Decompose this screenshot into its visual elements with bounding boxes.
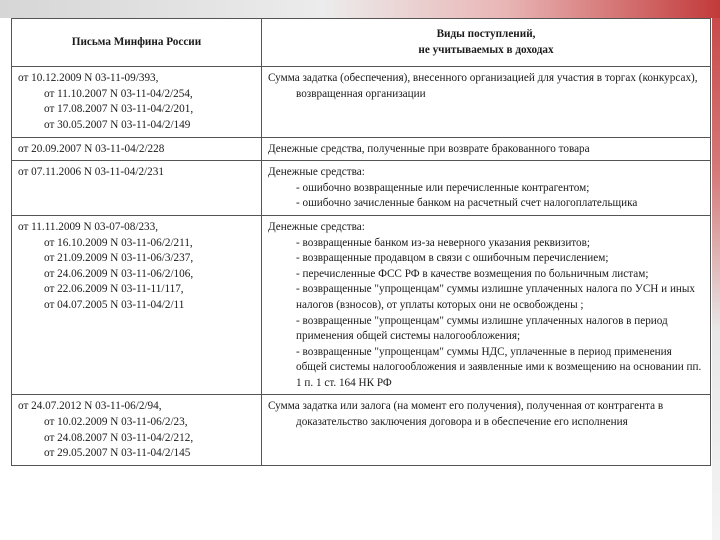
letter-ref: от 10.12.2009 N 03-11-09/393, [18,72,159,85]
description-item: - ошибочно зачисленные банком на расчетный счет налогоплательщика [296,197,638,210]
letter-ref: от 20.09.2007 N 03-11-04/2/228 [18,142,165,155]
letter-ref: от 07.11.2006 N 03-11-04/2/231 [18,166,164,179]
letters-cell [12,161,262,216]
description-item: - ошибочно возвращенные или перечисленные контрагентом; [296,181,590,194]
description-cell [262,161,711,216]
letter-ref: от 21.09.2009 N 03-11-06/3/237, [44,252,194,265]
slide-header-band [0,0,720,18]
letter-ref: от 30.05.2007 N 03-11-04/2/149 [44,118,191,131]
letter-ref: от 11.10.2007 N 03-11-04/2/254, [44,87,193,100]
description-text: Сумма задатка или залога (на момент его получения), полученная от контрагента в доказательство заключения договора и в обеспечение его исполнения [268,400,664,429]
description-item: - возвращенные "упрощенцам" суммы НДС, уплаченные в период применения общей системы налогообложения и заявленные ими к возмещению на основании пп. 1 п. 1 ст. 164 НК РФ [296,345,702,389]
slide-side-decoration [712,18,720,540]
letter-ref: от 24.06.2009 N 03-11-06/2/106, [44,267,194,280]
description-cell [262,137,711,161]
letter-ref: от 29.05.2007 N 03-11-04/2/145 [44,447,191,460]
table-row [12,137,711,161]
header-income-types-line1: Виды поступлений, [436,28,536,40]
description-cell [262,67,711,137]
description-item: - возвращенные "упрощенцам" суммы излишне уплаченных налога по УСН и иных налогов (взносов), от уплаты которых они не освобождены ; [296,283,696,311]
description-cell [262,215,711,395]
description-intro: Денежные средства: [268,220,365,233]
letter-ref: от 24.07.2012 N 03-11-06/2/94, [18,400,162,413]
letter-ref: от 11.11.2009 N 03-07-08/233, [18,220,159,233]
letters-cell [12,67,262,137]
letter-ref: от 10.02.2009 N 03-11-06/2/23, [44,416,188,429]
description-item: - возвращенные продавцом в связи с ошибочным перечислением; [296,252,609,265]
header-letters-label: Письма Минфина России [71,35,202,48]
letter-ref: от 16.10.2009 N 03-11-06/2/211, [44,236,193,249]
description-text: Сумма задатка (обеспечения), внесенного организацией для участия в торгах (конкурсах), возвращенная организации [268,72,698,100]
letter-ref: от 22.06.2009 N 03-11-11/117, [44,283,184,296]
letter-ref: от 24.08.2007 N 03-11-04/2/212, [44,431,194,444]
table-row [12,67,711,137]
table-row [12,395,711,465]
table-header-row [12,19,711,67]
table-row [12,161,711,216]
letter-ref: от 04.07.2005 N 03-11-04/2/11 [44,298,185,311]
description-item: - возвращенные банком из-за неверного указания реквизитов; [296,236,591,249]
description-text: Денежные средства, полученные при возврате бракованного товара [268,142,590,155]
letter-ref: от 17.08.2007 N 03-11-04/2/201, [44,103,194,116]
header-income-types-line2: не учитываемых в доходах [418,43,554,56]
description-cell [262,395,711,465]
letters-table [11,18,711,466]
header-letters [12,19,262,67]
header-income-types [262,19,711,67]
table-row [12,215,711,395]
description-item: - перечисленные ФСС РФ в качестве возмещения по больничным листам; [296,267,649,280]
letters-cell [12,137,262,161]
description-item: - возвращенные "упрощенцам" суммы излишне уплаченных налогов в период применения общей системы налогообложения; [296,314,668,343]
letters-cell [12,395,262,465]
description-intro: Денежные средства: [268,166,365,179]
letters-cell [12,215,262,395]
